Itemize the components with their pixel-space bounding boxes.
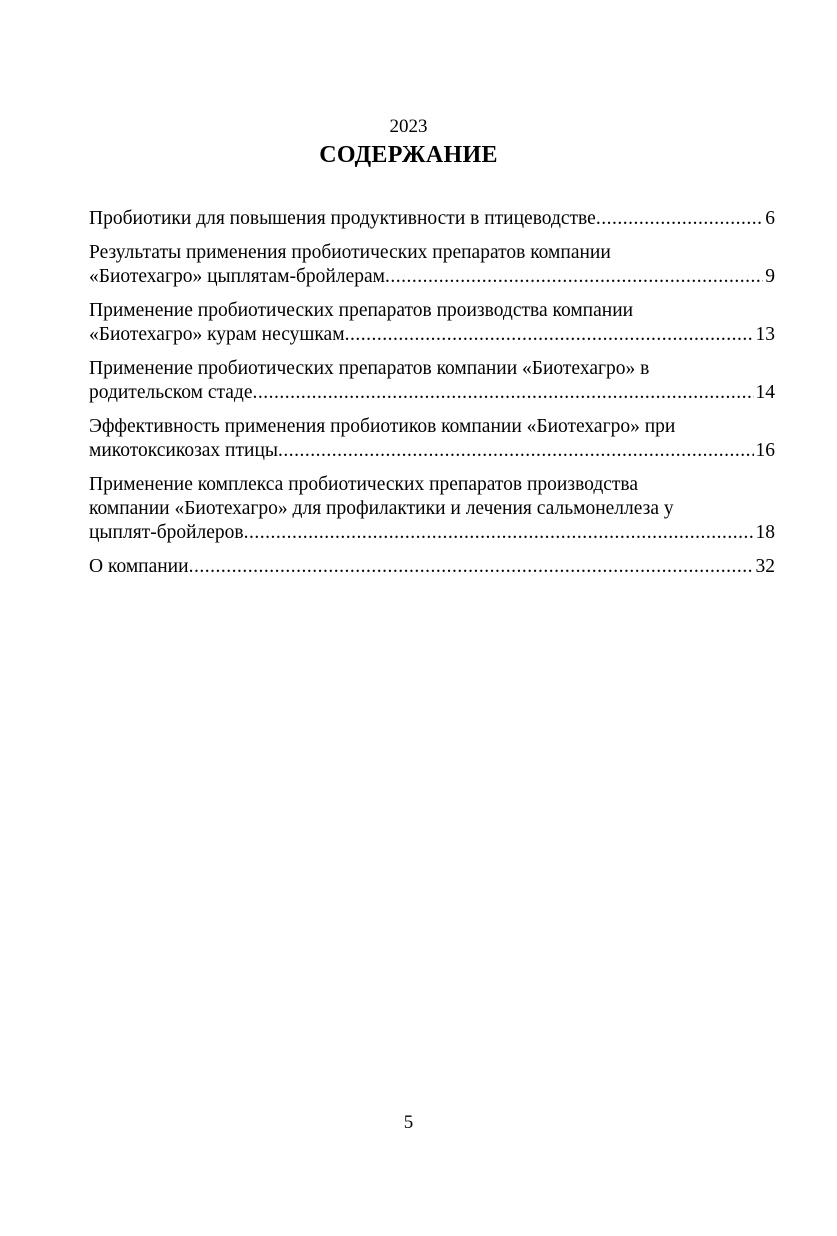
toc-entry[interactable] (89, 299, 775, 347)
toc-page-number: 13 (755, 324, 775, 345)
toc-leader-dots (385, 265, 763, 289)
page-title: СОДЕРЖАНИЕ (319, 142, 498, 168)
toc-entry[interactable] (89, 357, 775, 405)
toc-entry-title-line: Применение пробиотических препаратов производства компании (89, 300, 634, 321)
toc-entry-line (89, 265, 775, 289)
toc-entry[interactable] (89, 555, 775, 579)
toc-entry-line (89, 207, 775, 231)
toc-entry-line (89, 555, 775, 579)
toc-entry[interactable] (89, 207, 775, 231)
toc-entry-title: микотоксикозах птицы (89, 440, 278, 461)
toc-page-number: 14 (755, 382, 775, 403)
toc-leader-dots (189, 555, 754, 579)
toc-entry-title: «Биотехагро» цыплятам-бройлерам (89, 266, 385, 287)
table-of-contents (89, 207, 775, 589)
toc-page-number: 16 (755, 440, 775, 461)
toc-leader-dots (278, 439, 754, 463)
toc-entry-title-line: Применение комплекса пробиотических препаратов производства (89, 474, 639, 495)
toc-leader-dots (244, 521, 754, 545)
page-number: 5 (403, 1112, 414, 1133)
document-year: 2023 (389, 116, 428, 137)
toc-entry-title-line: Применение пробиотических препаратов компании «Биотехагро» в (89, 358, 650, 379)
toc-entry-title: Пробиотики для повышения продуктивности в птицеводстве (89, 208, 596, 229)
toc-leader-dots (252, 381, 753, 405)
toc-entry[interactable] (89, 241, 775, 289)
toc-entry-line (89, 521, 775, 545)
toc-leader-dots (345, 323, 754, 347)
toc-entry-title: цыплят-бройлеров (89, 522, 244, 543)
toc-page-number: 9 (765, 266, 775, 287)
toc-entry-title-line: Результаты применения пробиотических препаратов компании (89, 242, 611, 263)
toc-entry-line (89, 323, 775, 347)
toc-entry-title: О компании (89, 556, 189, 577)
toc-page-number: 18 (755, 522, 775, 543)
toc-page-number: 32 (755, 556, 775, 577)
toc-entry-title: родительском стаде (89, 382, 253, 403)
toc-entry-title: «Биотехагро» курам несушкам (89, 324, 345, 345)
toc-entry-line (89, 381, 775, 405)
toc-entry-line (89, 439, 775, 463)
toc-entry-title-line: Эффективность применения пробиотиков компании «Биотехагро» при (89, 416, 676, 437)
toc-entry[interactable] (89, 415, 775, 463)
toc-leader-dots (596, 207, 763, 231)
toc-entry[interactable] (89, 473, 775, 545)
toc-page-number: 6 (765, 208, 775, 229)
toc-entry-title-line: компании «Биотехагро» для профилактики и лечения сальмонеллеза у (89, 498, 674, 519)
